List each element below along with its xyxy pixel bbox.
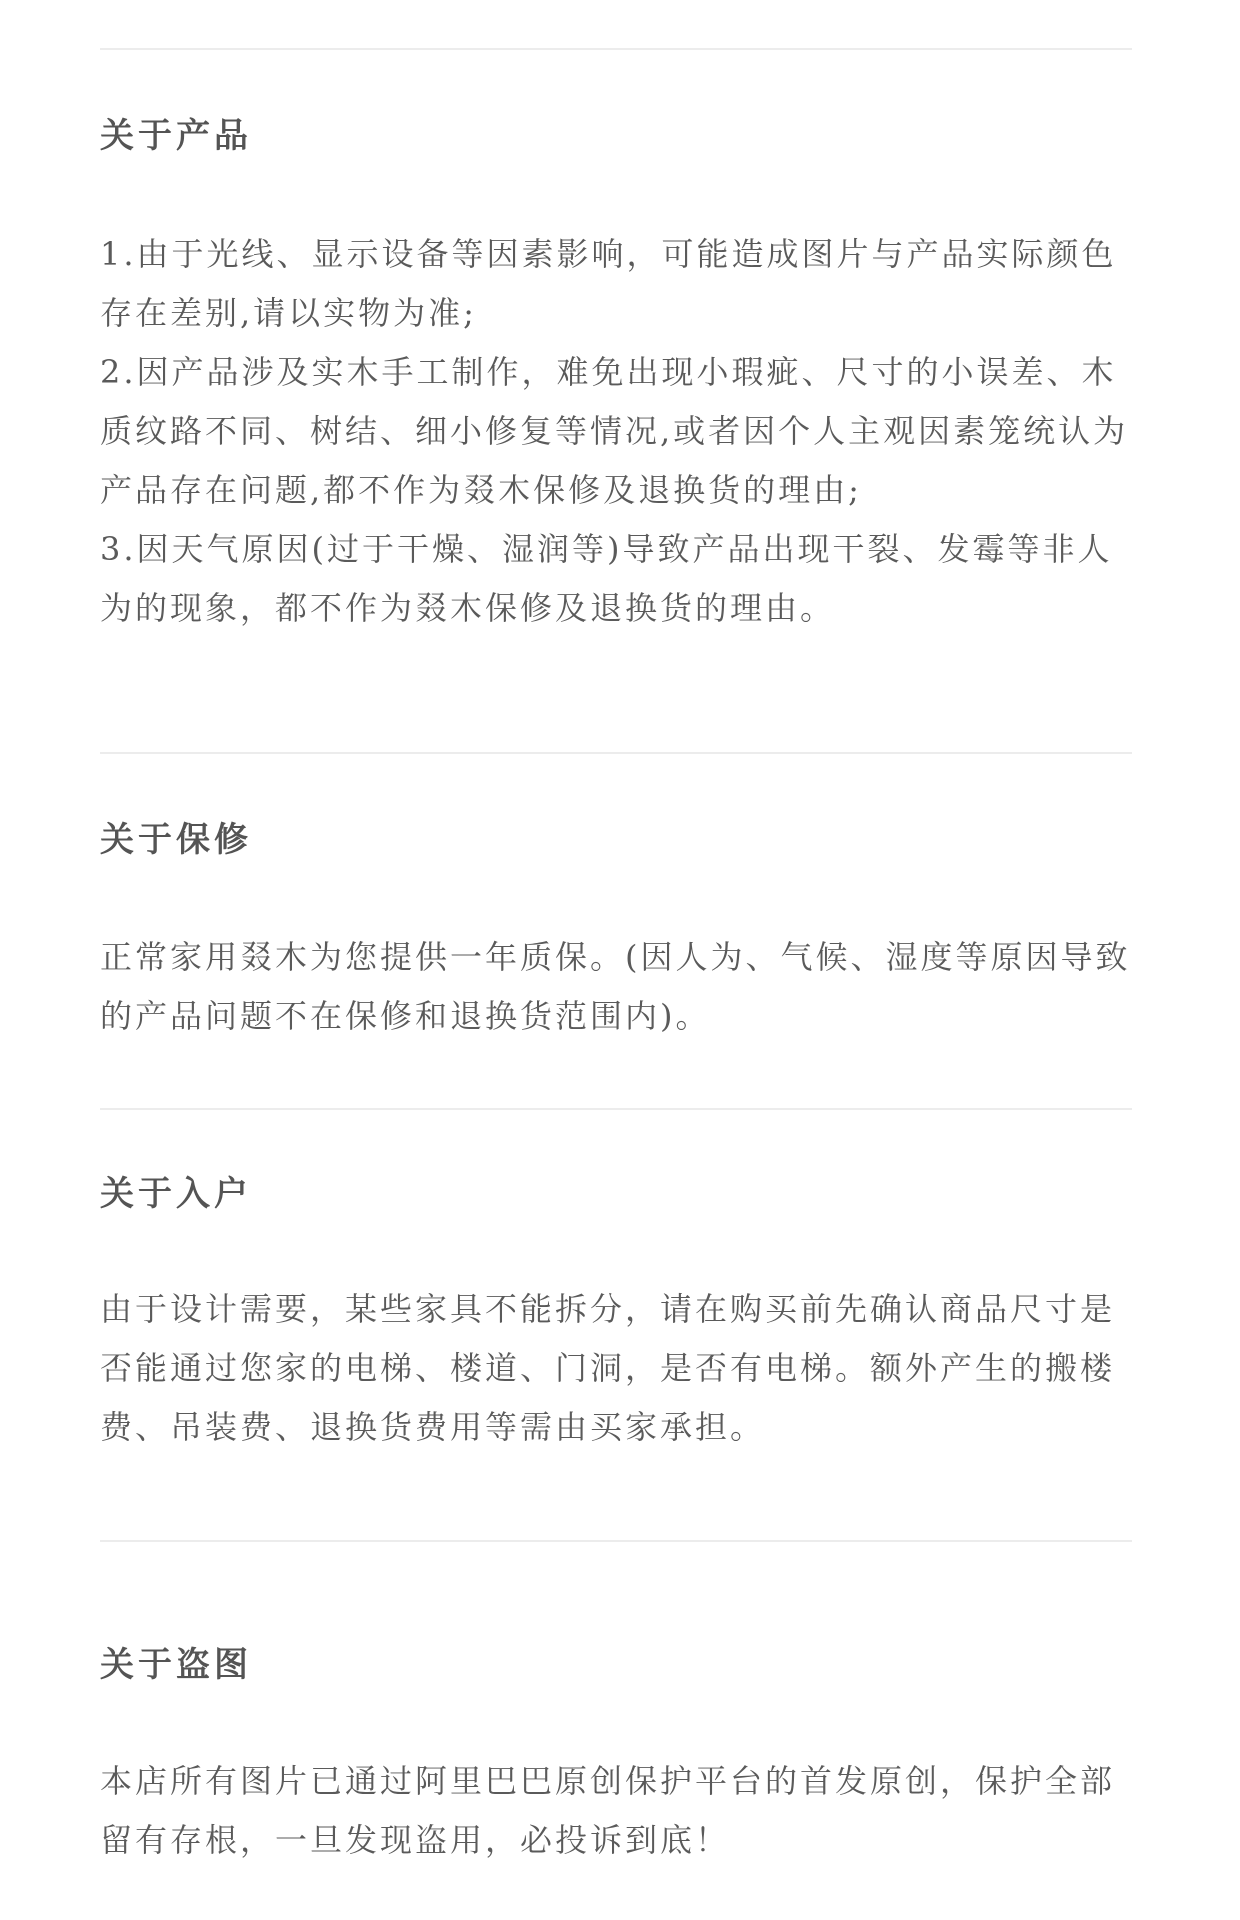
section-divider	[100, 48, 1132, 50]
section-heading-warranty: 关于保修	[100, 820, 252, 860]
section-divider	[100, 1108, 1132, 1110]
paragraph: 3.因天气原因(过于干燥、湿润等)导致产品出现干裂、发霉等非人为的现象，都不作为叕木保修及退换货的理由。	[100, 530, 1113, 627]
section-heading-delivery: 关于入户	[100, 1174, 252, 1214]
section-divider	[100, 752, 1132, 754]
paragraph: 2.因产品涉及实木手工制作，难免出现小瑕疵、尺寸的小误差、木质纹路不同、树结、细小修复等情况,或者因个人主观因素笼统认为产品存在问题,都不作为叕木保修及退换货的理由;	[100, 353, 1129, 509]
section-body-image-theft	[100, 1752, 1132, 1870]
paragraph: 本店所有图片已通过阿里巴巴原创保护平台的首发原创，保护全部留有存根，一旦发现盗用，必投诉到底！	[100, 1762, 1116, 1859]
section-divider	[100, 1540, 1132, 1542]
section-body-product	[100, 225, 1132, 638]
section-heading-image-theft: 关于盗图	[100, 1645, 252, 1685]
section-body-warranty	[100, 928, 1132, 1046]
paragraph: 1.由于光线、显示设备等因素影响，可能造成图片与产品实际颜色存在差别,请以实物为准;	[100, 235, 1117, 332]
paragraph: 正常家用叕木为您提供一年质保。(因人为、气候、湿度等原因导致的产品问题不在保修和退换货范围内)。	[100, 938, 1131, 1035]
section-body-delivery	[100, 1280, 1132, 1457]
policy-document	[100, 0, 1132, 1920]
section-heading-product: 关于产品	[100, 116, 252, 156]
paragraph: 由于设计需要，某些家具不能拆分，请在购买前先确认商品尺寸是否能通过您家的电梯、楼道、门洞，是否有电梯。额外产生的搬楼费、吊装费、退换货费用等需由买家承担。	[100, 1290, 1116, 1446]
